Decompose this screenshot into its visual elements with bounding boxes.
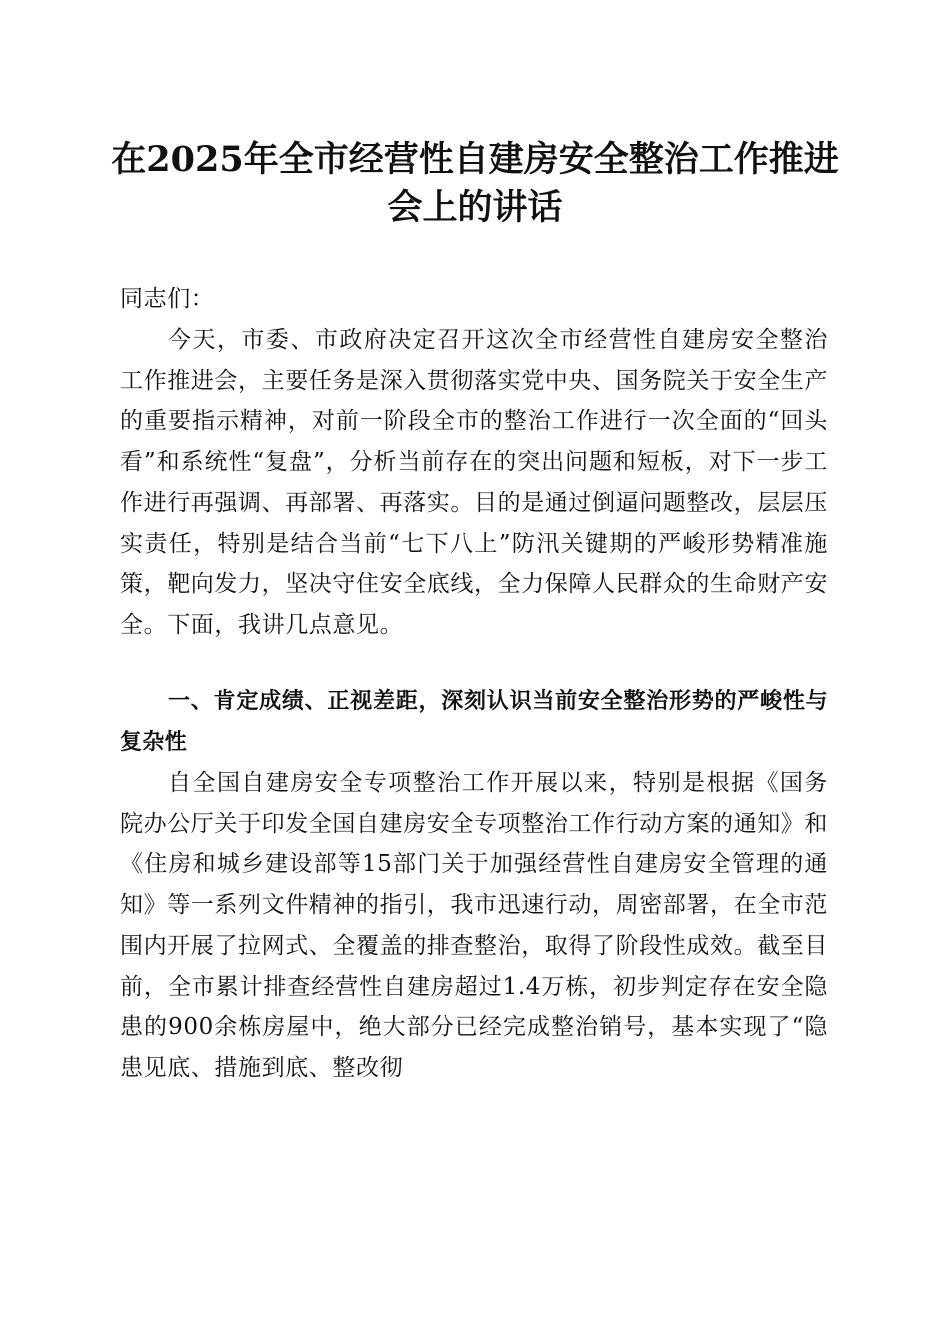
greeting: 同志们： xyxy=(120,286,215,312)
document-title: 在2025年全市经营性自建房安全整治工作推进会上的讲话 xyxy=(111,139,839,228)
paragraph-section-1: 自全国自建房安全专项整治工作开展以来，特别是根据《国务院办公厅关于印发全国自建房安全专项整治工作行动方案的通知》和《住房和城乡建设部等15部门关于加强经营性自建房安全管理的通知》等一系列文件精神的指引，我市迅速行动，周密部署，在全市范围内开展了拉网式、全覆盖的排查整治，取得了阶段性成效。截至目前，全市累计排查经营性自建房超过1.4万栋，初步判定存在安全隐患的900余栋房屋中，绝大部分已经完成整治销号，基本实现了“隐患见底、措施到底、整改彻 xyxy=(120,770,828,1081)
section-heading-1: 一、肯定成绩、正视差距，深刻认识当前安全整治形势的严峻性与复杂性 xyxy=(120,689,828,755)
paragraph-intro: 今天，市委、市政府决定召开这次全市经营性自建房安全整治工作推进会，主要任务是深入贯彻落实党中央、国务院关于安全生产的重要指示精神，对前一阶段全市的整治工作进行一次全面的“回头看”和系统性“复盘”，分析当前存在的突出问题和短板，对下一步工作进行再强调、再部署、再落实。目的是通过倒逼问题整改，层层压实责任，特别是结合当前“七下八上”防汛关键期的严峻形势精准施策，靶向发力，坚决守住安全底线，全力保障人民群众的生命财产安全。下面，我讲几点意见。 xyxy=(120,327,828,638)
